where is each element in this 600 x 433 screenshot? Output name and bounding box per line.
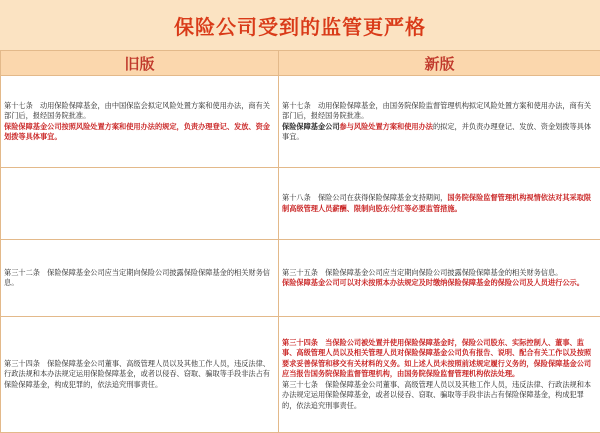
new-article-17-prefix: 保险保障基金公司 (282, 121, 340, 131)
old-article-17-highlight: 保险保障基金公司按照风险处置方案和使用办法的规定，负责办理登记、发放、资金划拨等具体事宜。 (4, 121, 270, 141)
old-article-17-text: 第十七条 动用保险保障基金，由中国保监会拟定风险处置方案和使用办法，商有关部门后，报经国务院批准。 (4, 100, 270, 120)
new-article-17-suffix: 的拟定，并负责办理登记、发放、资金划拨等具体事宜。 (282, 121, 592, 141)
table-row (1, 76, 600, 168)
old-article-34 (1, 317, 279, 433)
new-article-35-text: 第三十五条 保险保障基金公司应当定期向保险公司披露保险保障基金的相关财务信息。 (282, 267, 563, 277)
table-row (1, 317, 600, 433)
new-article-37-text: 第三十七条 保险保障基金公司董事、高级管理人员以及其他工作人员，违反法律、行政法规和本办法规定运用保险保障基金，或者以侵吞、窃取、骗取等手段非法占有保险保障基金，构成犯罪的，依法追究刑事责任。 (282, 379, 592, 410)
page-title: 保险公司受到的监管更严格 (174, 14, 426, 39)
new-article-34-37 (279, 317, 600, 433)
new-article-35 (279, 240, 600, 317)
new-article-17-highlight: 参与风险处置方案和使用办法 (339, 121, 433, 131)
old-article-34-text: 第三十四条 保险保障基金公司董事、高级管理人员以及其他工作人员，违反法律、行政法规和本办法规定运用保险保障基金，或者以侵吞、窃取、骗取等手段非法占有保险保障基金，构成犯罪的，依法追究刑事责任。 (4, 358, 270, 389)
table-row (1, 240, 600, 317)
old-article-32-text: 第三十二条 保险保障基金公司应当定期向保险公司披露保险保障基金的相关财务信息。 (4, 267, 270, 287)
old-version-header: 旧版 (1, 51, 279, 76)
new-article-17-text: 第十七条 动用保险保障基金，由国务院保险监督管理机构拟定风险处置方案和使用办法，商有关部门后，报经国务院批准。 (282, 100, 592, 120)
table-header-row (1, 51, 600, 76)
new-article-17 (279, 76, 600, 168)
old-article-32 (1, 240, 279, 317)
new-article-18 (279, 168, 600, 240)
table-row (1, 168, 600, 240)
comparison-table (0, 50, 600, 433)
new-article-18-highlight: 国务院保险监督管理机构视情依法对其采取限制高级管理人员薪酬、限制向股东分红等必要监管措施。 (282, 193, 592, 213)
title-bar (0, 0, 600, 50)
new-article-17-second-para (282, 122, 597, 143)
new-article-35-highlight: 保险保障基金公司可以对未按照本办法规定及时缴纳保险保障基金的保险公司及人员进行公示。 (282, 278, 584, 287)
new-article-18-text: 第十八条 保险公司在获得保险保障基金支持期间， (282, 193, 448, 202)
old-article-17 (1, 76, 279, 168)
new-version-header: 新版 (279, 51, 600, 76)
new-article-34-highlight: 第三十四条 当保险公司被处置并使用保险保障基金时，保险公司股东、实际控制人、董事、监事、高级管理人员以及相关管理人员对保险保障基金公司负有报告、说明、配合有关工作以及按照要求妥善保管和移交有关材料的义务。如上述人员未按照前述规定履行义务的，保险保障基金公司应当报告国务院保险监督管理机构，由国务院保险监督管理机构依法处理。 (282, 337, 592, 379)
old-empty-cell (1, 168, 279, 240)
